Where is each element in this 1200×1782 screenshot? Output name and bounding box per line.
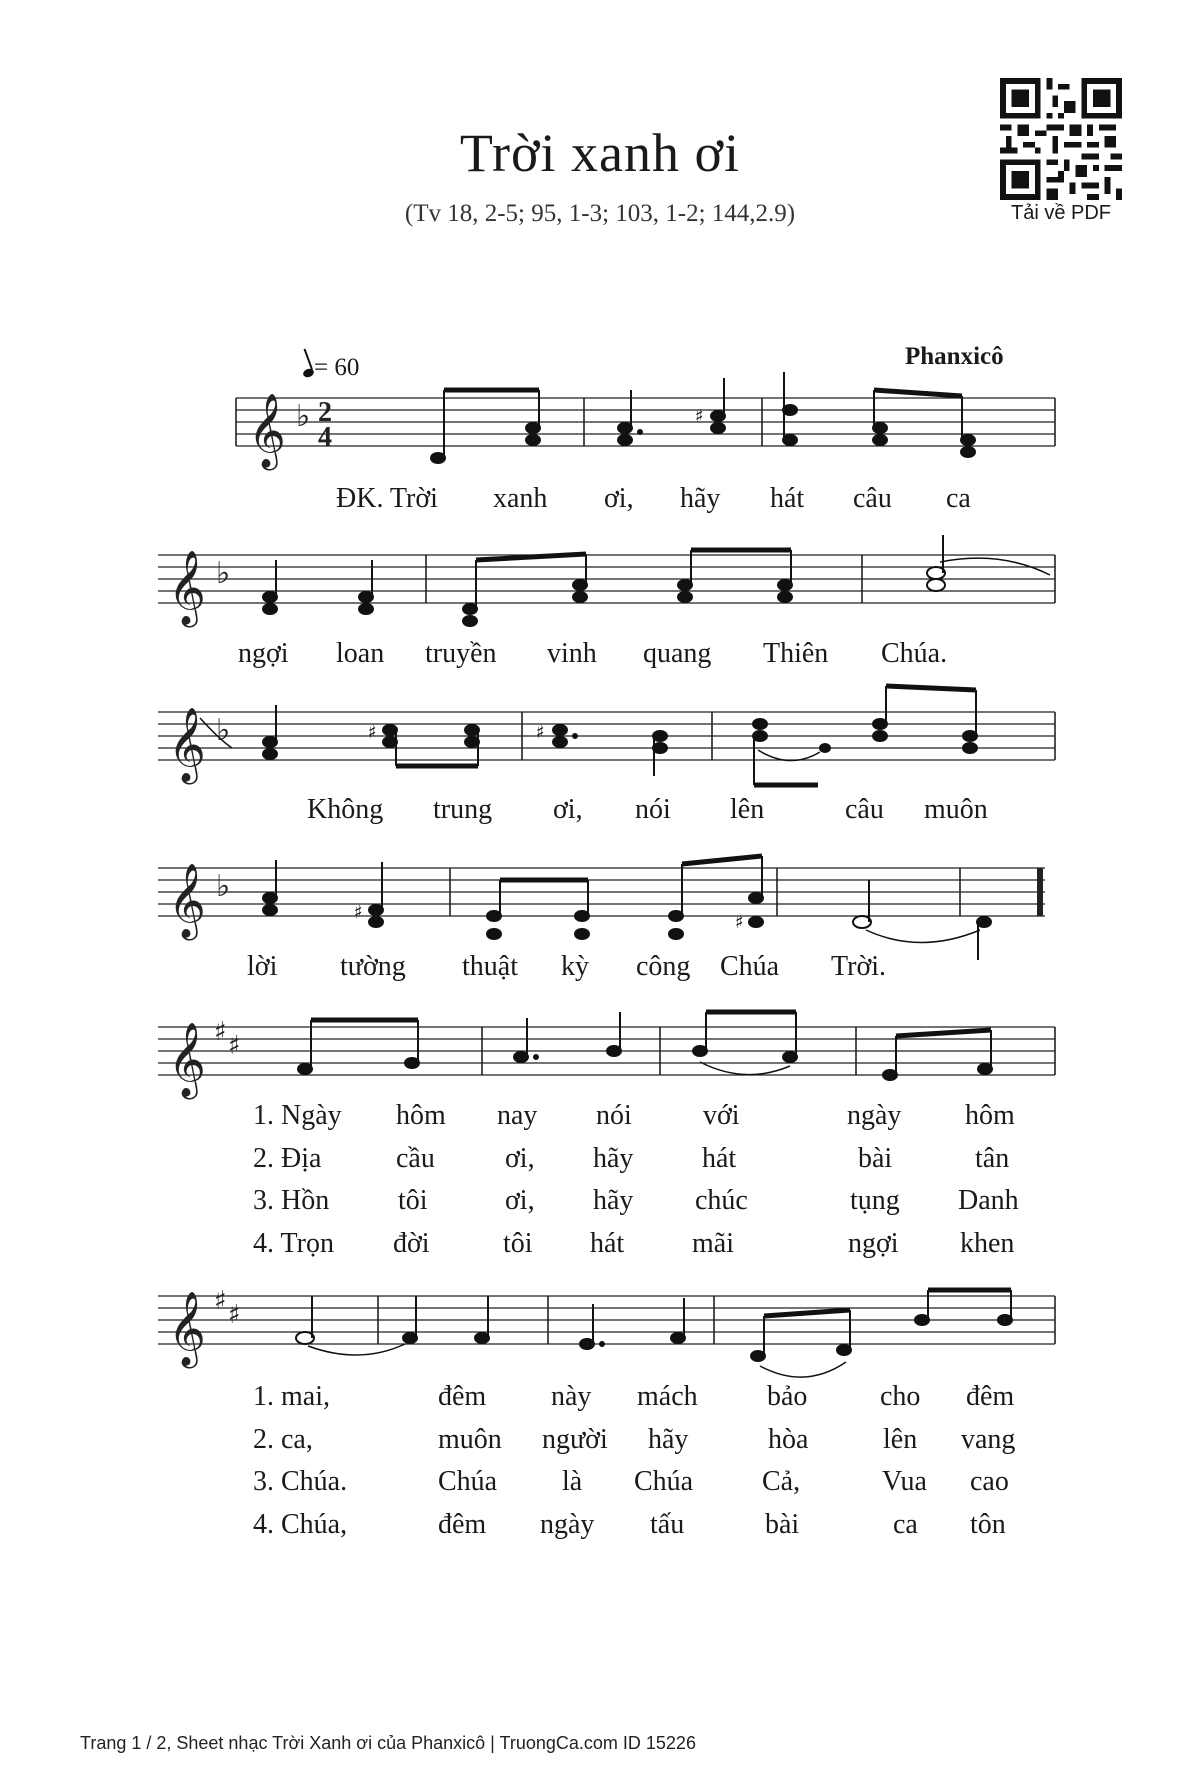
lyric-word: muôn <box>924 794 988 825</box>
lyric-word: Không <box>307 794 384 825</box>
lyric-word: Vua <box>882 1466 927 1497</box>
lyric-word: công <box>636 951 691 982</box>
lyric-word: hôm <box>965 1100 1015 1131</box>
lyric-word: ơi, <box>604 483 634 514</box>
sharp-icon: ♯ <box>214 1017 227 1047</box>
treble-clef-icon: 𝄞 <box>168 708 206 782</box>
lyric-word: tấu <box>650 1509 685 1540</box>
svg-text:♯: ♯ <box>735 912 744 933</box>
verse1-line-2 <box>0 1143 1200 1177</box>
refrain-lyric-line-3 <box>0 794 1200 828</box>
lyric-word: tôn <box>970 1509 1006 1540</box>
lyric-word: xanh <box>493 483 548 514</box>
verse2-line-2 <box>0 1424 1200 1458</box>
lyric-word: câu <box>845 794 884 825</box>
lyric-word: hòa <box>768 1424 809 1455</box>
song-title: Trời xanh ơi <box>459 123 741 183</box>
sharp-icon: ♯ <box>228 1031 241 1061</box>
lyric-word: nói <box>635 794 671 825</box>
lyric-word: ca <box>893 1509 918 1540</box>
lyric-word: hãy <box>680 483 721 514</box>
lyric-word: lời <box>247 951 278 982</box>
lyric-word: quang <box>643 638 712 669</box>
time-signature <box>318 397 332 453</box>
lyric-word: 2. Địa <box>253 1143 322 1174</box>
lyric-word: hãy <box>593 1185 634 1216</box>
lyric-word: loan <box>336 638 385 669</box>
lyric-word: bài <box>765 1509 800 1540</box>
lyric-word: chúc <box>695 1185 748 1216</box>
lyric-word: đêm <box>438 1381 487 1412</box>
lyric-word: Cả, <box>762 1466 801 1497</box>
download-pdf-link[interactable]: Tải về PDF <box>1010 202 1112 224</box>
lyric-word: đời <box>393 1228 430 1259</box>
lyric-word: với <box>703 1100 740 1131</box>
sharp-icon: ♯ <box>228 1300 241 1330</box>
flat-icon: ♭ <box>216 713 231 748</box>
lyric-word: 1. mai, <box>253 1381 330 1412</box>
lyric-word: Danh <box>958 1185 1019 1216</box>
lyric-word: vang <box>961 1424 1016 1455</box>
lyric-word: tường <box>340 951 406 982</box>
lyric-word: Chúa <box>438 1466 498 1497</box>
flat-icon: ♭ <box>216 869 231 904</box>
lyric-word: ngợi <box>848 1228 899 1259</box>
treble-clef-icon: 𝄞 <box>168 1023 206 1097</box>
lyric-word: hãy <box>593 1143 634 1174</box>
verse1-line-4 <box>0 1228 1200 1262</box>
time-signature-top: 2 <box>318 397 332 428</box>
lyric-word: Trời. <box>831 951 887 982</box>
composer-name: Phanxicô <box>905 343 1004 370</box>
lyric-word: hát <box>770 483 805 514</box>
lyric-word: ơi, <box>505 1185 535 1216</box>
lyric-word: 1. Ngày <box>253 1100 342 1131</box>
tempo-value: = 60 <box>314 354 360 381</box>
lyric-word: bảo <box>767 1381 808 1412</box>
lyric-word: tân <box>975 1143 1010 1174</box>
lyric-word: bài <box>858 1143 893 1174</box>
treble-clef-icon: 𝄞 <box>168 551 206 625</box>
notes <box>200 372 1050 1377</box>
svg-text:♯: ♯ <box>354 902 363 923</box>
lyric-word: ơi, <box>505 1143 535 1174</box>
treble-clef-icon: 𝄞 <box>168 864 206 938</box>
page-footer: Trang 1 / 2, Sheet nhạc Trời Xanh ơi của Phanxicô | TruongCa.com ID 15226 <box>80 1733 696 1753</box>
verse2-line-3 <box>0 1466 1200 1500</box>
lyric-word: tôi <box>503 1228 533 1259</box>
lyric-word: thuật <box>462 951 518 982</box>
flat-icon: ♭ <box>296 399 311 434</box>
lyric-word: cầu <box>396 1143 435 1174</box>
svg-text:♯: ♯ <box>536 722 545 743</box>
verse1-line-3 <box>0 1185 1200 1219</box>
lyric-word: Chúa <box>720 951 780 982</box>
lyric-word: đêm <box>438 1509 487 1540</box>
lyric-word: 3. Hồn <box>253 1185 330 1216</box>
sharp-icon: ♯ <box>214 1286 227 1316</box>
verse1-line-1 <box>0 1100 1200 1134</box>
refrain-lyric-line-4 <box>0 951 1200 985</box>
lyric-word: là <box>562 1466 583 1497</box>
psalm-reference: (Tv 18, 2-5; 95, 1-3; 103, 1-2; 144,2.9) <box>404 200 796 227</box>
lyric-word: hãy <box>648 1424 689 1455</box>
lyric-word: Chúa <box>634 1466 694 1497</box>
lyric-word: cao <box>970 1466 1009 1497</box>
lyric-word: ngày <box>847 1100 902 1131</box>
lyric-word: kỳ <box>561 951 589 982</box>
lyric-word: câu <box>853 483 892 514</box>
lyric-word: nói <box>596 1100 632 1131</box>
lyric-word: 3. Chúa. <box>253 1466 348 1497</box>
lyric-word: Chúa. <box>881 638 948 669</box>
lyric-word: cho <box>880 1381 921 1412</box>
lyric-word: mách <box>637 1381 698 1412</box>
lyric-word: đêm <box>966 1381 1015 1412</box>
verse2-line-1 <box>0 1381 1200 1415</box>
lyric-word: hát <box>590 1228 625 1259</box>
lyric-word: nay <box>497 1100 538 1131</box>
lyric-word: hôm <box>396 1100 446 1131</box>
lyric-word: ngợi <box>238 638 289 669</box>
lyric-word: trung <box>433 794 493 825</box>
verse2-line-4 <box>0 1509 1200 1543</box>
refrain-lyric-line-2 <box>0 638 1200 672</box>
lyric-word: người <box>542 1424 608 1455</box>
svg-text:♯: ♯ <box>695 406 704 427</box>
lyric-word: lên <box>730 794 765 825</box>
lyric-word: ngày <box>540 1509 595 1540</box>
lyric-word: vinh <box>547 638 597 669</box>
flat-icon: ♭ <box>216 556 231 591</box>
lyric-word: ơi, <box>553 794 583 825</box>
lyric-word: 4. Trọn <box>253 1228 334 1259</box>
time-signature-bottom: 4 <box>318 422 332 453</box>
lyric-word: khen <box>960 1228 1015 1259</box>
treble-clef-icon: 𝄞 <box>248 394 286 468</box>
lyric-word: Thiên <box>763 638 829 669</box>
lyric-word: ca <box>946 483 971 514</box>
lyric-word: 4. Chúa, <box>253 1509 348 1540</box>
lyric-word: tôi <box>398 1185 428 1216</box>
lyric-word: truyền <box>425 638 497 669</box>
lyric-word: tụng <box>850 1185 900 1216</box>
lyric-word: 2. ca, <box>253 1424 313 1455</box>
lyric-word: này <box>551 1381 592 1412</box>
refrain-lyric-line-1 <box>0 483 1200 517</box>
lyric-word: muôn <box>438 1424 502 1455</box>
lyric-word: lên <box>883 1424 918 1455</box>
treble-clef-icon: 𝄞 <box>168 1292 206 1366</box>
lyric-word: ĐK. Trời <box>336 483 438 514</box>
lyric-word: mãi <box>692 1228 734 1259</box>
lyric-word: hát <box>702 1143 737 1174</box>
svg-text:♯: ♯ <box>368 722 377 743</box>
